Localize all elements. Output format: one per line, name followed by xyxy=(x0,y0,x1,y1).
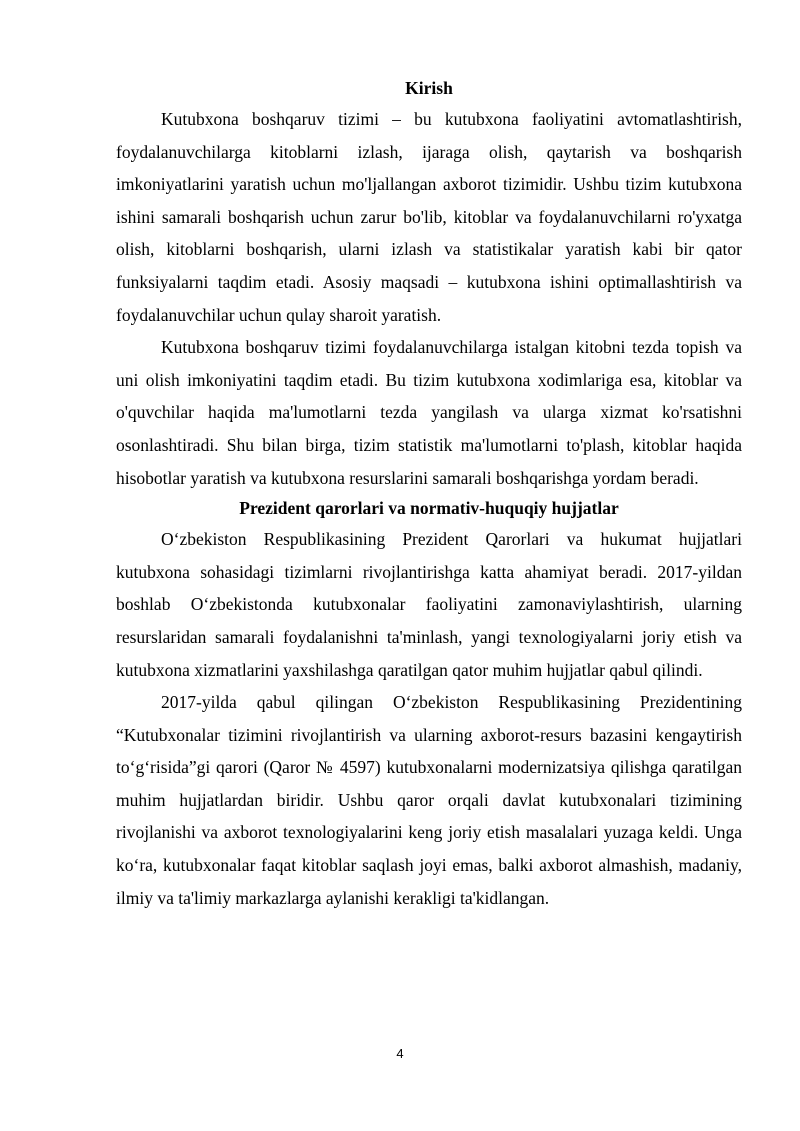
paragraph: Kutubxona boshqaruv tizimi foydalanuvchilarga istalgan kitobni tezda topish va uni olish imkoniyatini taqdim etadi. Bu tizim kutubxona xodimlariga esa, kitoblar va o'quvchilar haqida ma'lumotlarni tezda yangilash va ularga xizmat ko'rsatishni osonlashtiradi. Shu bilan birga, tizim statistik ma'lumotlarni to'plash, kitoblar haqida hisobotlar yaratish va kutubxona resurslarini samarali boshqarishga yordam beradi. xyxy=(116,337,742,488)
page-number: 4 xyxy=(396,1046,404,1061)
paragraph: 2017-yilda qabul qilingan O‘zbekiston Respublikasining Prezidentining “Kutubxonalar tizimini rivojlantirish va ularning axborot-resurs bazasini kengaytirish to‘g‘risida”gi qarori (Qaror № 4597) kutubxonalarni modernizatsiya qilishga qaratilgan muhim hujjatlardan biridir. Ushbu qaror orqali davlat kutubxonalari tizimining rivojlanishi va axborot texnologiyalarini keng joriy etish masalalari yuzaga keldi. Unga ko‘ra, kutubxonalar faqat kitoblar saqlash joyi emas, balki axborot almashish, madaniy, ilmiy va ta'limiy markazlarga aylanishi kerakligi ta'kidlangan. xyxy=(116,692,742,908)
paragraph: O‘zbekiston Respublikasining Prezident Qarorlari va hukumat hujjatlari kutubxona sohasidagi tizimlarni rivojlantirishga katta ahamiyat beradi. 2017-yildan boshlab O‘zbekistonda kutubxonalar faoliyatini zamonaviylashtirish, ularning resurslaridan samarali foydalanishni ta'minlash, yangi texnologiyalarni joriy etish va kutubxona xizmatlarini yaxshilashga qaratilgan qator muhim hujjatlar qabul qilindi. xyxy=(116,529,742,680)
paragraph: Kutubxona boshqaruv tizimi – bu kutubxona faoliyatini avtomatlashtirish, foydalanuvchilarga kitoblarni izlash, ijaraga olish, qaytarish va boshqarish imkoniyatlarini yaratish uchun mo'ljallangan axborot tizimidir. Ushbu tizim kutubxona ishini samarali boshqarish uchun zarur bo'lib, kitoblar va foydalanuvchilarni ro'yxatga olish, kitoblarni boshqarish, ularni izlash va statistikalar yaratish kabi bir qator funksiyalarni taqdim etadi. Asosiy maqsadi – kutubxona ishini optimallashtirish va foydalanuvchilar uchun qulay sharoit yaratish. xyxy=(116,109,742,325)
document-page xyxy=(116,74,742,914)
section-heading-prezident-qarorlari: Prezident qarorlari va normativ-huquqiy hujjatlar xyxy=(239,498,619,519)
section-heading-kirish: Kirish xyxy=(405,78,453,98)
